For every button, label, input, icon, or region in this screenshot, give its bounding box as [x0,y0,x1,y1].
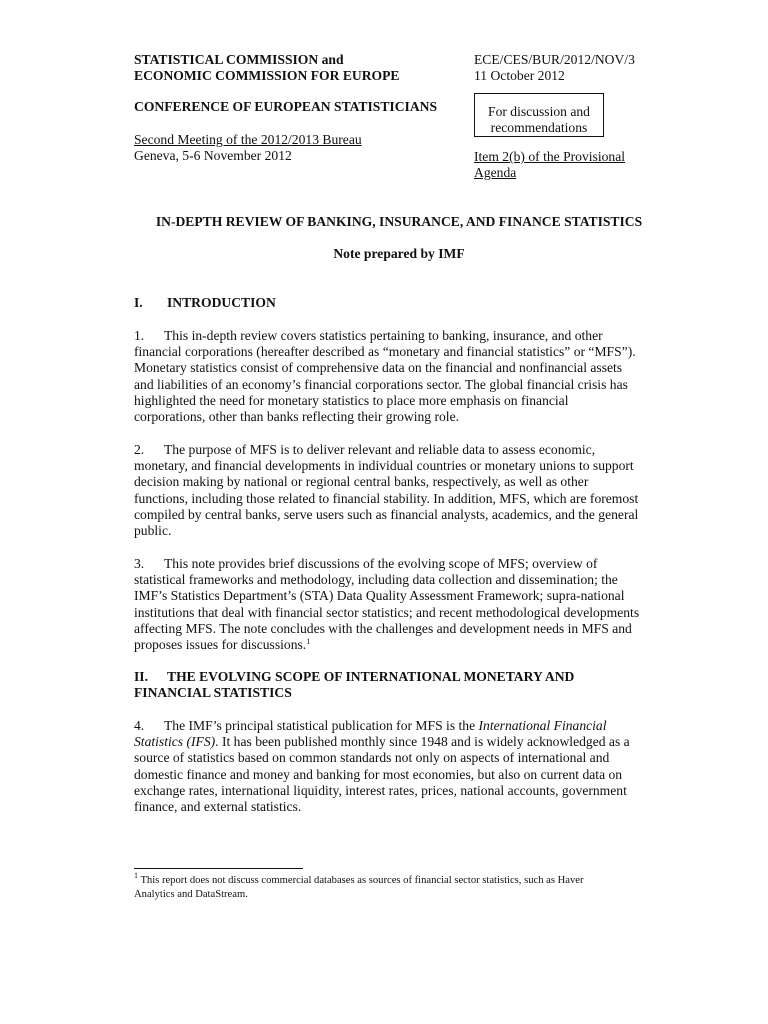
paragraph-1 [134,328,664,425]
publication-title: Statistics (IFS) [134,734,216,750]
paragraph-1-line: corporations, other than banks reflecting their growing role. [134,409,460,425]
footnote-reference[interactable]: 1 [306,637,311,647]
publication-title: International Financial [478,718,607,733]
document-subtitle: Note prepared by IMF [333,246,465,261]
section1-title: INTRODUCTION [167,295,276,310]
paragraph-3-line: statistical frameworks and methodology, including data collection and dissemination; the [134,572,618,588]
document-title: IN-DEPTH REVIEW OF BANKING, INSURANCE, AND FINANCE STATISTICS [155,214,643,229]
conference-name: CONFERENCE OF EUROPEAN STATISTICIANS [134,99,438,114]
footnote-line2: Analytics and DataStream. [134,888,248,900]
org-name-line1: STATISTICAL COMMISSION and [134,52,344,67]
meeting-name: Second Meeting of the 2012/2013 Bureau [134,132,362,147]
document-symbol: ECE/CES/BUR/2012/NOV/3 [474,52,635,67]
paragraph-3-line: This note provides brief discussions of the evolving scope of MFS; overview of [164,556,598,571]
agenda-item-line1: Item 2(b) of the Provisional [474,149,626,164]
org-name-line2: ECONOMIC COMMISSION FOR EUROPE [134,68,400,83]
paragraph-2-line: public. [134,523,172,539]
paragraph-1-line: financial corporations (hereafter described as “monetary and financial statistics” or “MFS”). [134,344,636,360]
meeting-location: Geneva, 5-6 November 2012 [134,148,292,163]
agenda-item-line2: Agenda [474,165,517,180]
paragraph-4-line: The IMF’s principal statistical publication for MFS is the [164,718,479,733]
paragraph-2-line: functions, including those related to financial stability. In addition, MFS, which are foremost [134,490,639,506]
paragraph-2-line: decision making by national or regional central banks, respectively, as well as other [134,474,589,490]
paragraph-4-line: domestic finance and money and banking for most economies, but also on current data on [134,766,623,782]
footnote-mark: 1 [134,871,138,880]
paragraph-2-line: compiled by central banks, serve users such as financial analysts, academics, and the general [134,506,639,522]
paragraph-1-number: 1. [134,328,145,343]
status-box [474,93,604,137]
paragraph-1-line: This in-depth review covers statistics pertaining to banking, insurance, and other [164,328,603,343]
paragraph-3-line: proposes issues for discussions. [134,637,307,653]
section2-title-line2: FINANCIAL STATISTICS [134,685,292,701]
status-line2: recommendations [490,120,588,136]
document-date: 11 October 2012 [474,68,565,83]
paragraph-1-line: and liabilities of an economy’s financial corporations sector. The global financial crisis has [134,376,628,392]
paragraph-3-line: affecting MFS. The note concludes with the challenges and development needs in MFS and [134,620,632,636]
paragraph-3-line: IMF’s Statistics Department’s (STA) Data Quality Assessment Framework; supra-national [134,588,625,604]
paragraph-3-number: 3. [134,556,145,571]
paragraph-4-line: . It has been published monthly since 1948 and is widely acknowledged as a [215,734,630,750]
status-line1: For discussion and [488,104,590,119]
section1-heading [134,295,276,311]
paragraph-4-number: 4. [134,718,145,733]
paragraph-1-line: Monetary statistics consist of comprehensive data on the financial and nonfinancial assets [134,360,623,376]
paragraph-2-line: The purpose of MFS is to deliver relevant and reliable data to assess economic, [164,442,596,457]
section2-number: II. [134,669,148,684]
paragraph-4 [134,718,664,815]
paragraph-4-line: finance, and external statistics. [134,799,302,815]
section1-number: I. [134,295,143,310]
paragraph-4-line: source of statistics based on common standards not only on aspects of international and [134,750,610,766]
paragraph-2-number: 2. [134,442,145,457]
paragraph-2 [134,442,664,539]
paragraph-3 [134,556,664,653]
section2-title-line1: THE EVOLVING SCOPE OF INTERNATIONAL MONETARY AND [167,669,575,684]
section2-heading [134,669,664,701]
paragraph-1-line: highlighted the need for monetary statistics to place more emphasis on financial [134,392,569,408]
footnote-separator [134,868,303,869]
footnote-line1: This report does not discuss commercial databases as sources of financial sector statistics, such as Haver [138,875,584,886]
paragraph-2-line: monetary, and financial developments in individual countries or monetary unions to support [134,458,634,474]
footnote [134,871,664,901]
paragraph-4-line: exchange rates, international liquidity, interest rates, prices, national accounts, government [134,782,627,798]
paragraph-3-line: institutions that deal with financial sector statistics; and recent methodological developments [134,604,640,620]
